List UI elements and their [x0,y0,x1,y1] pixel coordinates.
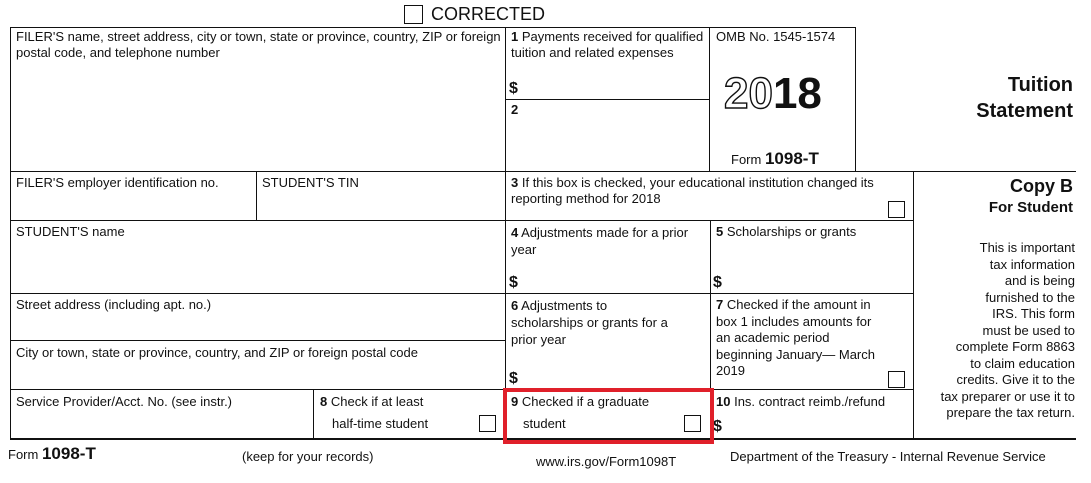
box7-label: 7 Checked if the amount in box 1 includes amounts for an academic period beginning January— March 2019 [716,297,875,378]
box9-label-line2: student [523,416,566,431]
box4-amount-field[interactable] [522,272,708,292]
tax-year-bold: 18 [772,69,822,118]
street-address-label: Street address (including apt. no.) [16,297,212,312]
box6-label: 6 Adjustments to scholarships or grants for a prior year [511,298,668,347]
omb-number: OMB No. 1545-1574 [716,29,836,44]
tax-year-outline: 20 [724,69,773,118]
form-title: Tuition Statement [976,74,1073,122]
box1-dollar: $ [509,80,518,97]
notice-text: This is important tax information and is being furnished to the IRS. This form must be used to complete Form 8863 to claim education credits. Give it to the tax preparer or use it to prepare the tax return. [940,240,1075,420]
box3-checkbox[interactable] [888,201,905,218]
box9-highlight [503,388,714,444]
filer-ein-label: FILER'S employer identification no. [16,175,219,190]
box2-field[interactable] [506,118,709,170]
box1-label: 1 Payments received for qualified tuition and related expenses [511,29,704,60]
city-label: City or town, state or province, country, and ZIP or foreign postal code [16,345,418,360]
filer-info-field[interactable] [11,62,505,170]
box9-label: 9 Checked if a graduate [511,394,650,409]
box5-dollar: $ [713,274,722,291]
filer-ein-field[interactable] [11,192,255,219]
student-tin-label: STUDENT'S TIN [262,175,359,190]
filer-info-label: FILER'S name, street address, city or town, state or province, country, ZIP or foreign postal code, and telephone number [16,29,501,60]
form-id: Form 1098-T [731,149,819,168]
box8-label-line2: half-time student [332,416,429,431]
box6-amount-field[interactable] [522,368,708,388]
footer-keep: (keep for your records) [242,449,374,464]
box7-checkbox[interactable] [888,371,905,388]
service-provider-label: Service Provider/Acct. No. (see instr.) [16,394,233,409]
box8-label: 8 Check if at least [320,394,424,409]
street-address-field[interactable] [11,314,504,339]
city-field[interactable] [11,362,504,388]
box6-dollar: $ [509,370,518,387]
tax-year [724,70,822,118]
box5-amount-field[interactable] [727,272,911,292]
student-name-label: STUDENT'S name [16,224,125,239]
corrected-label: CORRECTED [431,4,546,24]
box4-dollar: $ [509,274,518,291]
box3-label: 3 If this box is checked, your educational institution changed its reporting method for 2018 [511,175,874,206]
student-name-field[interactable] [11,242,504,292]
service-provider-field[interactable] [11,412,312,437]
footer-form-id: Form 1098-T [8,444,96,463]
student-tin-field[interactable] [257,192,504,219]
box4-label: 4 Adjustments made for a prior year [511,225,689,257]
footer-url[interactable]: www.irs.gov/Form1098T [536,454,677,469]
box8-checkbox[interactable] [479,415,496,432]
box5-label: 5 Scholarships or grants [716,224,857,239]
box10-label: 10 Ins. contract reimb./refund [716,394,886,409]
box1-amount-field[interactable] [522,78,707,98]
footer-dept: Department of the Treasury - Internal Revenue Service [730,449,1046,464]
box10-dollar: $ [713,418,722,435]
box10-amount-field[interactable] [727,414,911,436]
corrected-checkbox[interactable] [404,5,423,24]
box2-label: 2 [511,102,519,117]
copy-title: Copy B For Student [988,176,1073,216]
